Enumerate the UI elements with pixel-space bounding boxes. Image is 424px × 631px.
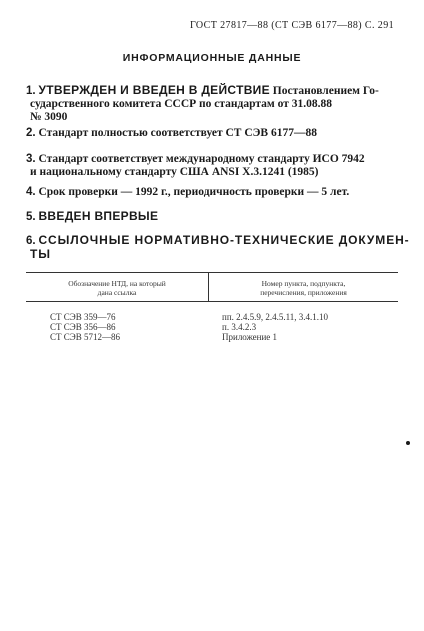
column-header-text: перечисления, приложения <box>260 288 347 297</box>
item-number: 3. <box>26 153 36 165</box>
column-header-document <box>26 273 209 301</box>
item-text: Постановлением Го- <box>272 85 379 97</box>
item-lead: УТВЕРЖДЕН И ВВЕДЕН В ДЕЙСТВИЕ <box>38 83 270 97</box>
reference-table <box>26 272 398 342</box>
running-header: ГОСТ 27817—88 (СТ СЭВ 6177—88) С. 291 <box>190 20 395 31</box>
item-text: Срок проверки — 1992 г., периодичность проверки — 5 лет. <box>38 186 350 198</box>
item-approved <box>26 84 404 124</box>
item-text: Стандарт полностью соответствует СТ СЭВ 6177—88 <box>38 127 317 139</box>
scan-speck <box>406 441 410 445</box>
item-review-period <box>26 186 404 199</box>
table-cell-clause: Приложение 1 <box>222 332 278 342</box>
section-title: ИНФОРМАЦИОННЫЕ ДАННЫЕ <box>122 52 302 64</box>
item-number: 5. <box>26 211 36 223</box>
item-conformity-international <box>26 153 404 179</box>
table-cell-document: СТ СЭВ 356—86 <box>50 322 116 332</box>
item-text: № 3090 <box>30 111 68 123</box>
table-body <box>26 302 398 342</box>
item-reference-documents <box>26 233 410 261</box>
item-conformity-cmea <box>26 127 404 140</box>
table-header <box>26 273 398 302</box>
item-number: 6. <box>26 235 36 247</box>
item-number: 4. <box>26 186 36 198</box>
item-number: 1. <box>26 85 36 97</box>
table-cell-document: СТ СЭВ 5712—86 <box>50 332 120 342</box>
table-cell-clause: пп. 2.4.5.9, 2.4.5.11, 3.4.1.10 <box>222 312 329 322</box>
table-cell-document: СТ СЭВ 359—76 <box>50 312 116 322</box>
column-document <box>26 312 208 342</box>
item-text: и национальному стандарту США ANSI X.3.1241 (1985) <box>30 166 319 178</box>
item-text: Стандарт соответствует международному стандарту ИСО 7942 <box>38 153 365 165</box>
item-number: 2. <box>26 127 36 139</box>
item-first-introduced <box>26 210 404 224</box>
table-cell-clause: п. 3.4.2.3 <box>222 322 257 332</box>
column-header-clause <box>209 273 398 301</box>
column-header-text: Обозначение НТД, на который <box>68 279 166 288</box>
item-text: ВВЕДЕН ВПЕРВЫЕ <box>38 209 159 223</box>
column-clause <box>208 312 398 342</box>
item-text: ТЫ <box>30 247 51 261</box>
column-header-text: Номер пункта, подпункта, <box>261 279 346 288</box>
column-header-text: дана ссылка <box>97 288 137 297</box>
item-text: ССЫЛОЧНЫЕ НОРМАТИВНО-ТЕХНИЧЕСКИЕ ДОКУМЕН- <box>38 233 410 247</box>
item-text: сударственного комитета СССР по стандартам от 31.08.88 <box>30 98 332 110</box>
